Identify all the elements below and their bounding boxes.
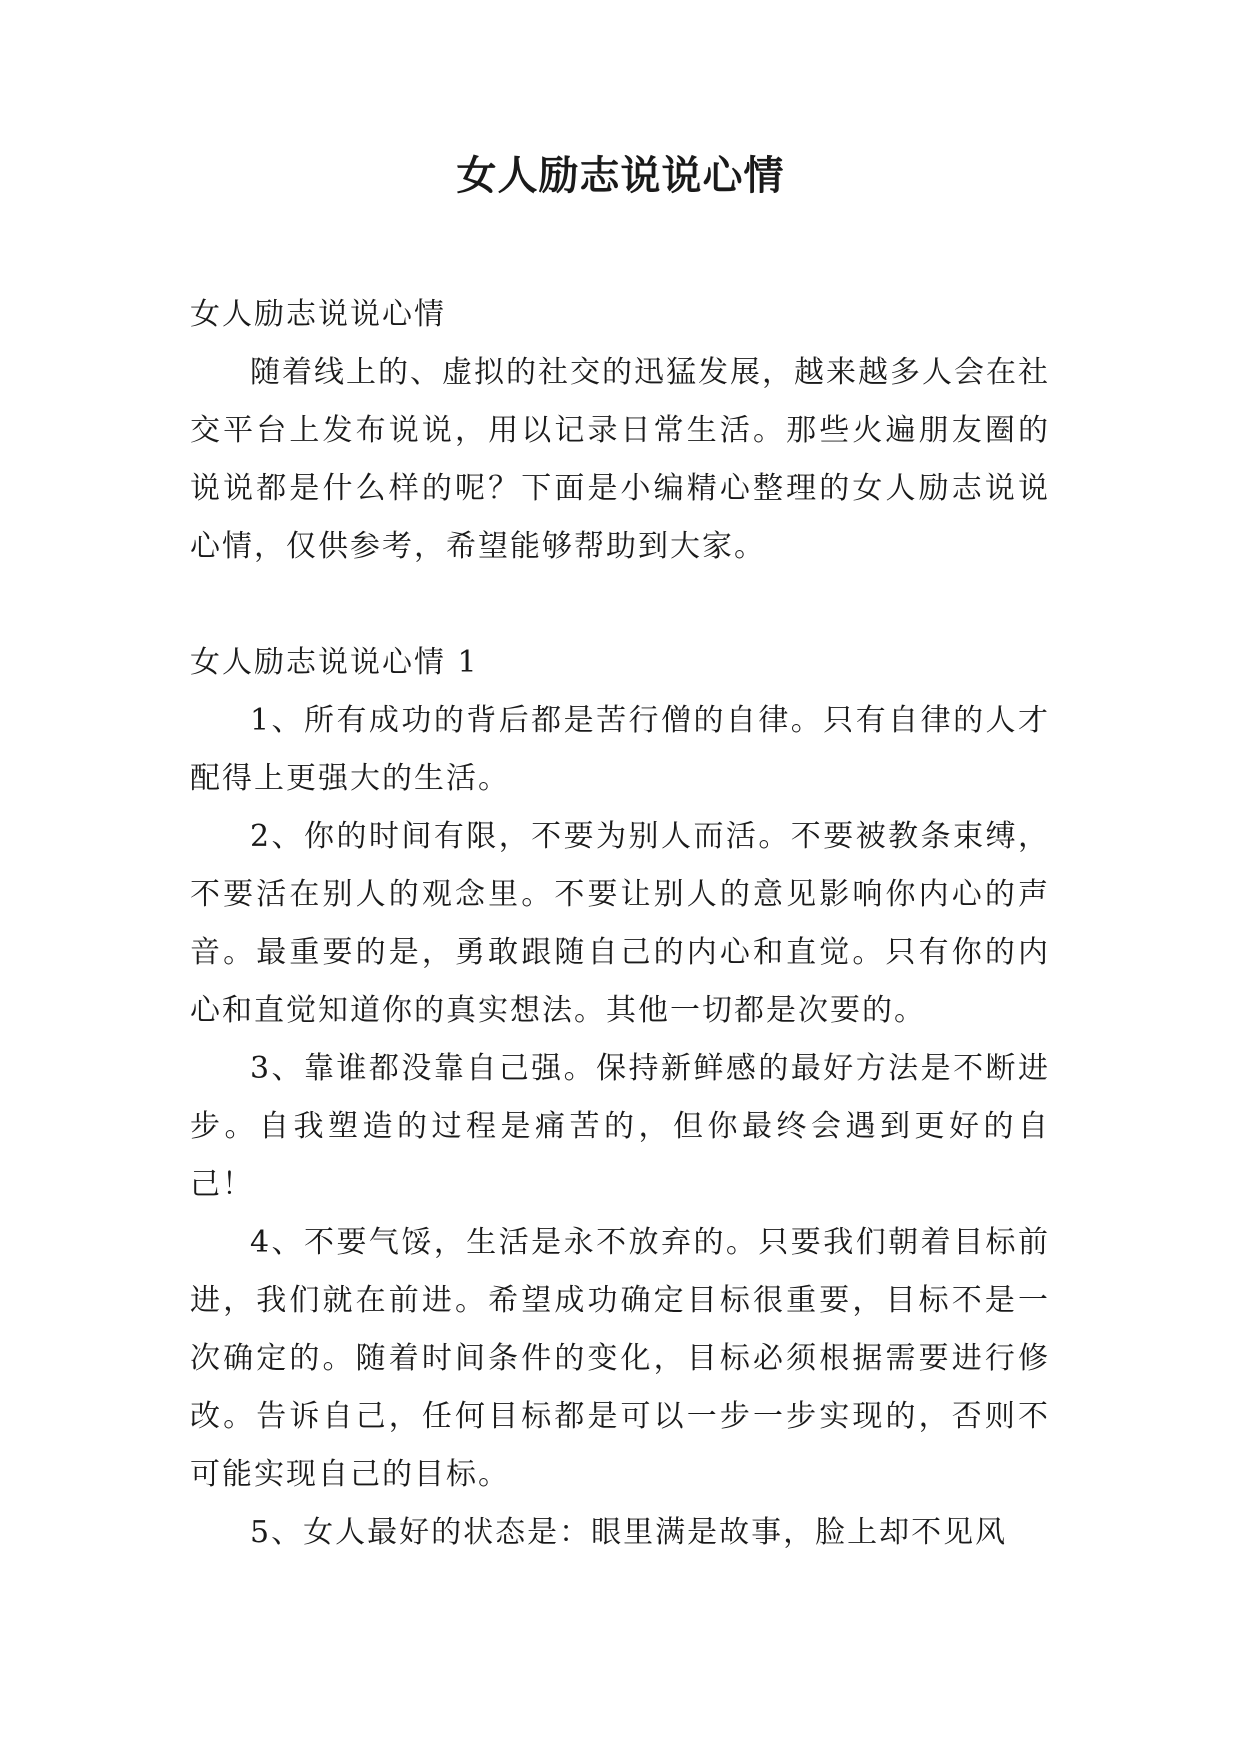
section-spacer: [190, 576, 1050, 634]
intro-paragraph: 随着线上的、虚拟的社交的迅猛发展，越来越多人会在社交平台上发布说说，用以记录日常生活。那些火遍朋友圈的说说都是什么样的呢？下面是小编精心整理的女人励志说说心情，仅供参考，希望能够帮助到大家。: [190, 355, 1050, 564]
list-item-2: 2、你的时间有限，不要为别人而活。不要被教条束缚，不要活在别人的观念里。不要让别人的意见影响你内心的声音。最重要的是，勇敢跟随自己的内心和直觉。只有你的内心和直觉知道你的真实想法。其他一切都是次要的。: [190, 819, 1050, 1028]
intro-heading: 女人励志说说心情: [190, 297, 446, 332]
section-heading-1: 女人励志说说心情 1: [190, 645, 479, 680]
list-item-5: 5、女人最好的状态是：眼里满是故事，脸上却不见风: [250, 1515, 1008, 1550]
list-item-4: 4、不要气馁，生活是永不放弃的。只要我们朝着目标前进，我们就在前进。希望成功确定目标很重要，目标不是一次确定的。随着时间条件的变化，目标必须根据需要进行修改。告诉自己，任何目标都是可以一步一步实现的，否则不可能实现自己的目标。: [190, 1225, 1050, 1492]
document-body: [190, 286, 1050, 1562]
list-item-1: 1、所有成功的背后都是苦行僧的自律。只有自律的人才配得上更强大的生活。: [190, 703, 1050, 796]
document-title: 女人励志说说心情: [456, 153, 785, 199]
list-item-3: 3、靠谁都没靠自己强。保持新鲜感的最好方法是不断进步。自我塑造的过程是痛苦的，但你最终会遇到更好的自己！: [190, 1051, 1050, 1202]
